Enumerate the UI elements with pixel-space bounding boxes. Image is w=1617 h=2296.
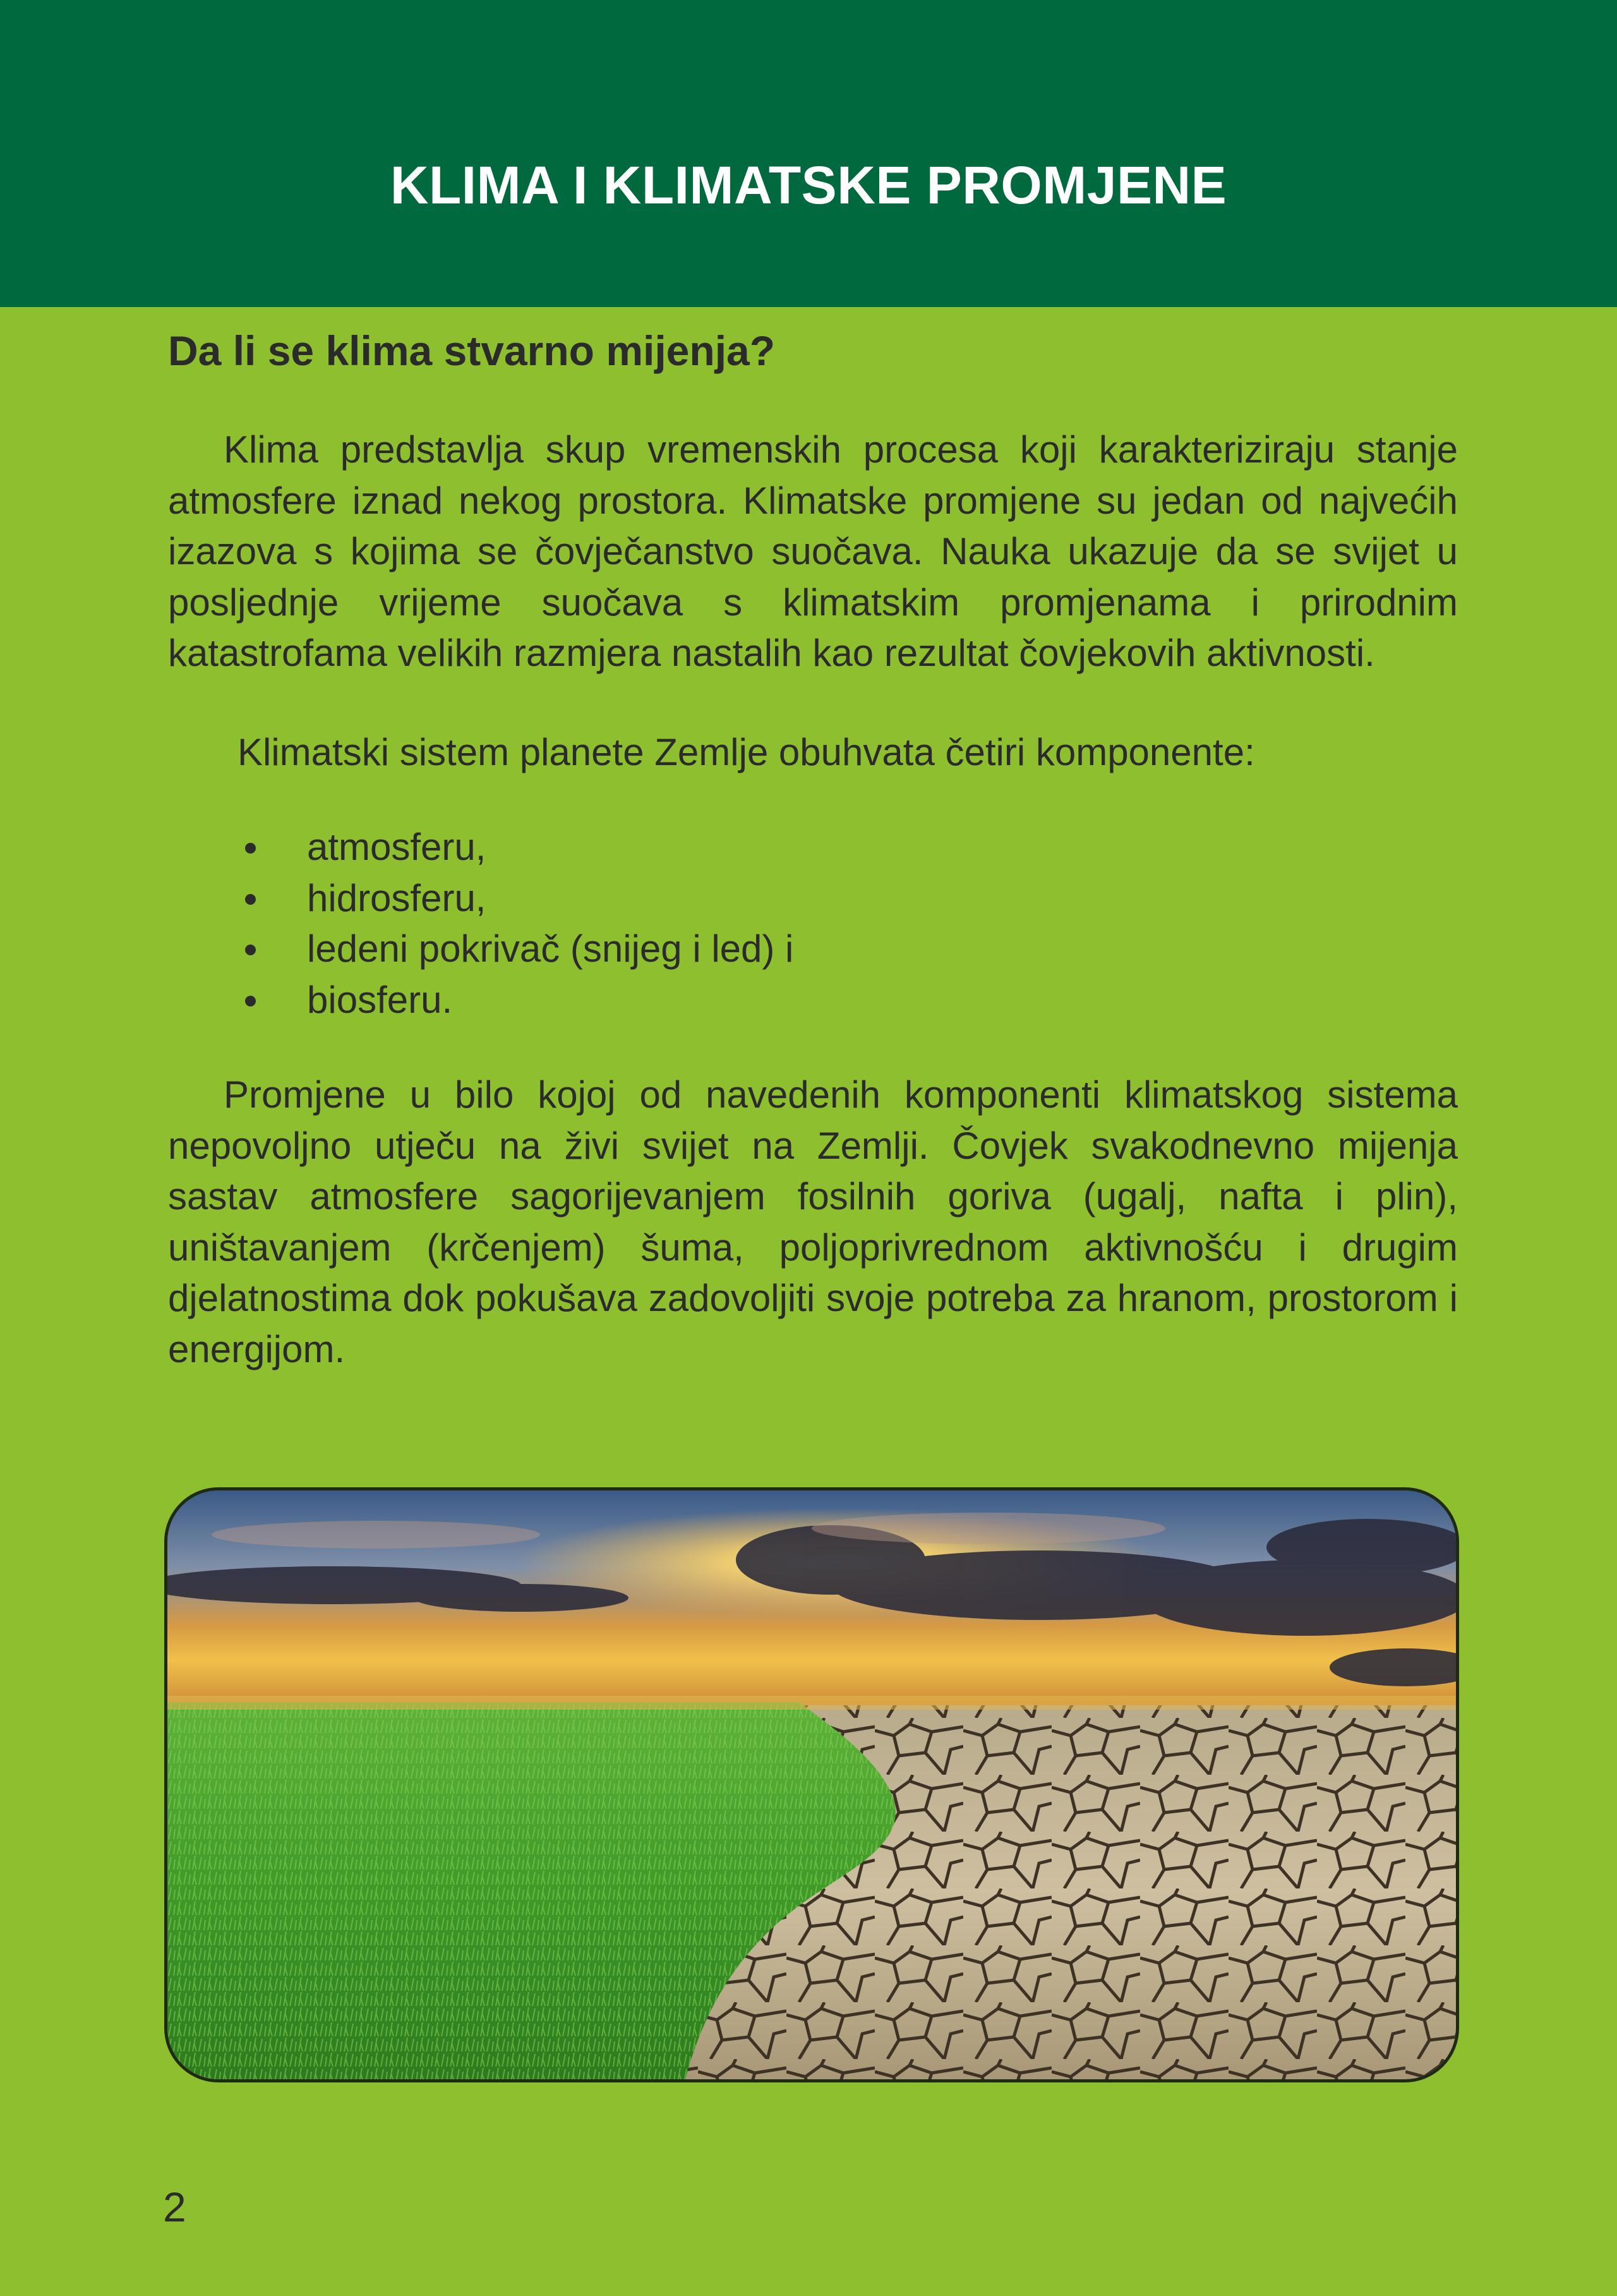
- list-item: [168, 924, 1458, 975]
- bullet-icon: [245, 894, 256, 905]
- main-content: [168, 322, 1458, 1375]
- impact-paragraph: Promjene u bilo kojoj od navedenih komponenti klimatskog sistema nepovoljno utječu na živi svijet na Zemlji. Čovjek svakodnevno mijenja sastav atmosfere sagorijevanjem fosilnih goriva (ugalj, nafta i plin), uništavanjem (krčenjem) šuma, poljoprivrednom aktivnošću i drugim djelatnostima dok pokušava zadovoljiti svoje potreba za hranom, prostorom i energijom.: [168, 1073, 1458, 1370]
- section-subtitle: Da li se klima stvarno mijenja?: [168, 327, 776, 374]
- bullet-icon: [245, 996, 256, 1006]
- intro-paragraph: Klima predstavlja skup vremenskih procesa koji karakteriziraju stanje atmosfere iznad nekog prostora. Klimatske promjene su jedan od najvećih izazova s kojima se čovječanstvo suočava. Nauka ukazuje da se svijet u posljednje vrijeme suočava s klimatskim promjenama i prirodnim katastrofama velikih razmjera nastalih kao rezultat čovjekovih aktivnosti.: [168, 428, 1458, 674]
- list-item-label: hidrosferu,: [307, 876, 486, 919]
- list-item-label: ledeni pokrivač (snijeg i led) i: [307, 927, 794, 970]
- header-banner: [0, 0, 1617, 307]
- components-list: [168, 822, 1458, 1025]
- list-item: [168, 975, 1458, 1026]
- list-item: [168, 873, 1458, 924]
- bullet-icon: [245, 843, 256, 854]
- page-title: KLIMA I KLIMATSKE PROMJENE: [390, 155, 1227, 215]
- bullet-icon: [245, 945, 256, 955]
- list-item: [168, 822, 1458, 873]
- list-item-label: atmosferu,: [307, 826, 486, 868]
- climate-contrast-image: [164, 1487, 1459, 2082]
- page-number: 2: [163, 2184, 186, 2230]
- components-intro: Klimatski sistem planete Zemlje obuhvata četiri komponente:: [237, 730, 1255, 773]
- list-item-label: biosferu.: [307, 978, 453, 1021]
